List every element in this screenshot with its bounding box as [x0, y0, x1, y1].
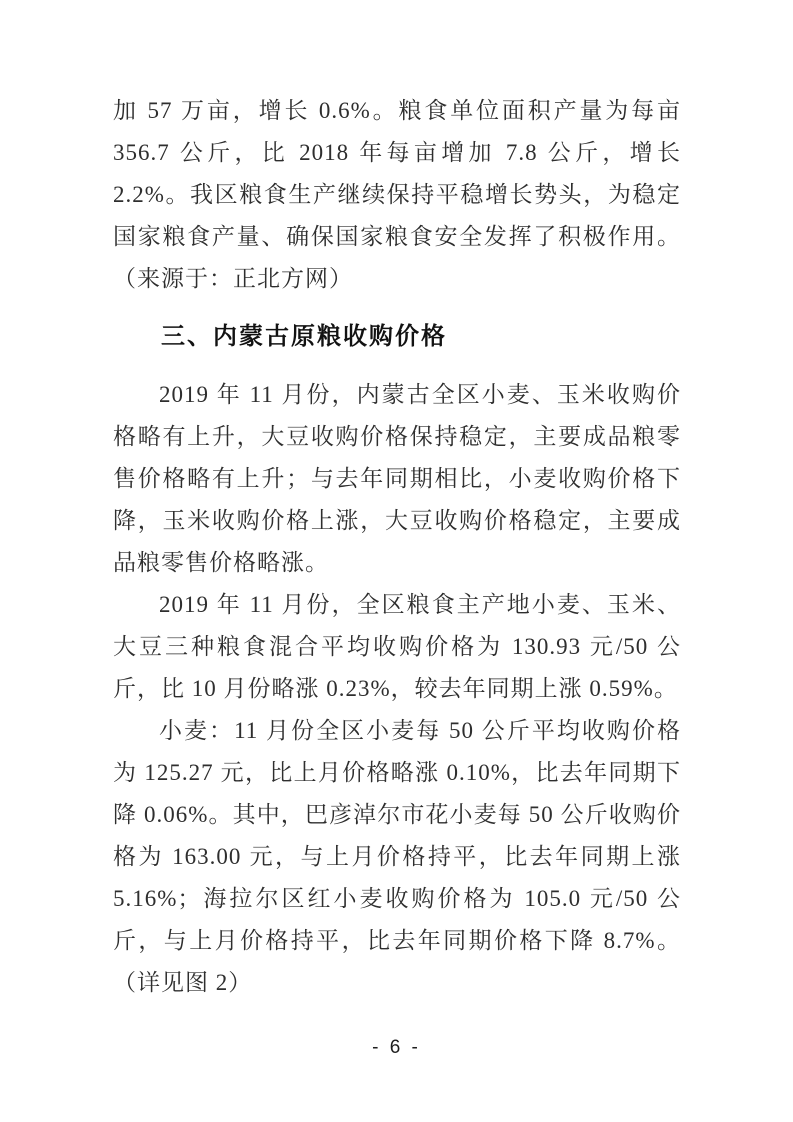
paragraph-wheat-purchase-price-detail: 小麦：11 月份全区小麦每 50 公斤平均收购价格为 125.27 元，比上月价格略涨 0.10%，比去年同期下降 0.06%。其中，巴彦淖尔市花小麦每 50 公斤收购价格为 163.00 元，与上月价格持平，比去年同期上涨 5.16%；海拉尔区红小麦收购价格为 105.0 元/50 公斤，与上月价格持平，比去年同期价格下降 8.7%。（详见图 2）	[113, 718, 681, 995]
paragraph-november-price-overview: 2019 年 11 月份，内蒙古全区小麦、玉米收购价格略有上升，大豆收购价格保持稳定，主要成品粮零售价格略有上升；与去年同期相比，小麦收购价格下降，玉米收购价格上涨，大豆收购价格稳定，主要成品粮零售价格略涨。	[113, 382, 681, 575]
page-number: - 6 -	[372, 1037, 421, 1058]
paragraph-grain-production-continuation: 加 57 万亩，增长 0.6%。粮食单位面积产量为每亩 356.7 公斤，比 2018 年每亩增加 7.8 公斤，增长 2.2%。我区粮食生产继续保持平稳增长势头，为稳定国家粮食产量、确保国家粮食安全发挥了积极作用。（来源于：正北方网）	[113, 98, 681, 291]
paragraph-mixed-average-purchase-price: 2019 年 11 月份，全区粮食主产地小麦、玉米、大豆三种粮食混合平均收购价格为 130.93 元/50 公斤，比 10 月份略涨 0.23%，较去年同期上涨 0.59%。	[113, 592, 681, 701]
page-content	[113, 90, 681, 1004]
section-heading-raw-grain-purchase-prices: 三、内蒙古原粮收购价格	[161, 323, 447, 350]
